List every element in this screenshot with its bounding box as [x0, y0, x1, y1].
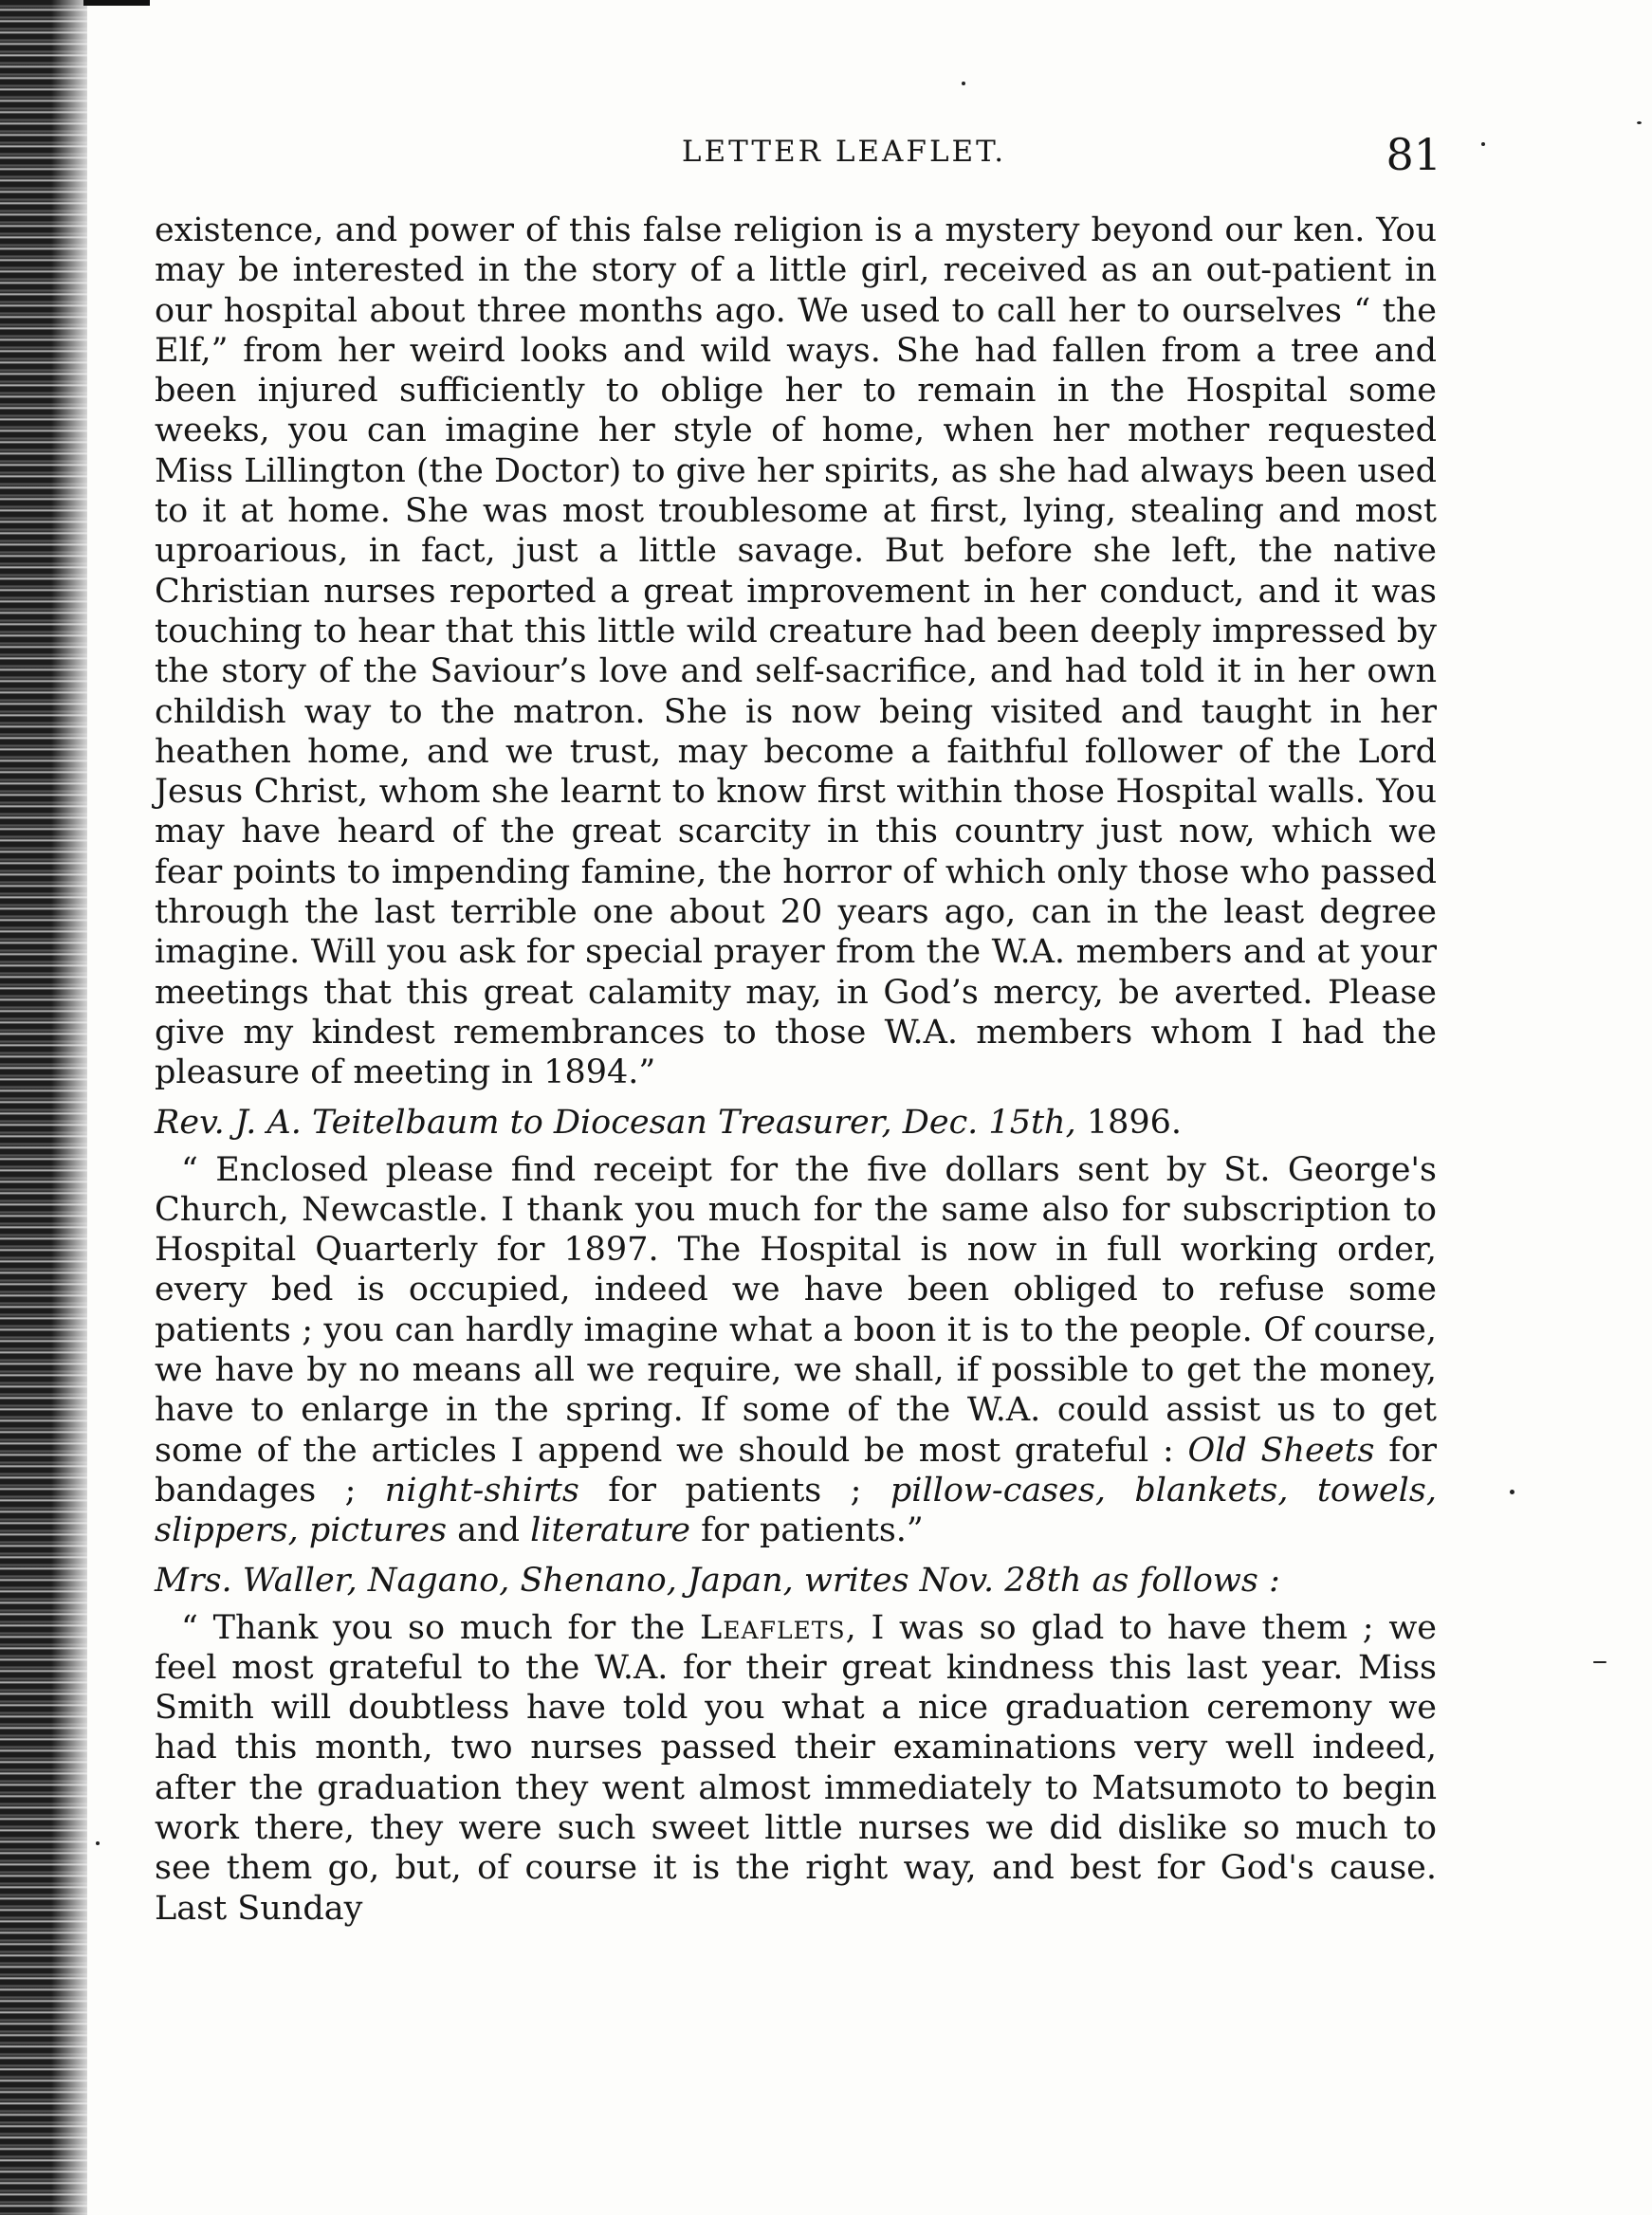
print-speck — [962, 82, 965, 85]
letter-heading-teitelbaum — [155, 1103, 1437, 1143]
item-literature: literature — [530, 1511, 690, 1550]
print-speck — [1593, 1661, 1606, 1663]
leaflets-word: Leaflets — [700, 1608, 846, 1647]
item-list: pillow-cases, blankets, towels, slippers, pictures — [155, 1471, 1437, 1550]
heading-text: Rev. J. A. Teitelbaum to Diocesan Treasurer, Dec. 15th, — [155, 1103, 1076, 1142]
paragraph-text: , I was so glad to have them ; we feel most grateful to the W.A. for their great kindness this last year. Miss Smith will doubtless have told you what a nice graduation ceremony we had this month, two nurses passed their examinations very well indeed, after the graduation they went almost immediately to Matsumoto to begin work there, they were such sweet little nurses we did dislike so much to see them go, but, of course it is the right way, and best for God's cause. Last Sunday — [155, 1608, 1437, 1928]
paragraph-text: for patients ; — [608, 1471, 862, 1510]
letter-continuation-paragraph: existence, and power of this false religion is a mystery beyond our ken. You may be interested in the story of a little girl, received as an out-patient in our hospital about three months ago. We used to call her to ourselves “ the Elf,” from her weird looks and wild ways. She had fallen from a tree and been injured sufficiently to oblige her to remain in the Hospital some weeks, you can imagine her style of home, when her mother requested Miss Lillington (the Doctor) to give her spirits, as she had always been used to it at home. She was most troublesome at first, lying, stealing and most uproarious, in fact, just a little savage. But before she left, the native Christian nurses reported a great improvement in her conduct, and it was touching to hear that this little wild creature had been deeply impressed by the story of the Saviour’s love and self-sacrifice, and had told it in her own childish way to the matron. She is now being visited and taught in her heathen home, and we trust, may become a faithful follower of the Lord Jesus Christ, whom she learnt to know first within those Hospital walls. You may have heard of the great scarcity in this country just now, which we fear points to impending famine, the horror of which only those who passed through the last terrible one about 20 years ago, can in the least degree imagine. Will you ask for special prayer from the W.A. members and at your meetings that this great calamity may, in God’s mercy, be averted. Please give my kindest remembrances to those W.A. members whom I had the pleasure of meeting in 1894.” — [155, 211, 1437, 1092]
paragraph-text: and — [457, 1511, 520, 1550]
item-night-shirts: night-shirts — [384, 1471, 579, 1510]
print-speck — [96, 1841, 100, 1845]
letter-heading-waller: Mrs. Waller, Nagano, Shenano, Japan, writes Nov. 28th as follows : — [155, 1561, 1280, 1600]
paragraph-text: “ Enclosed please find receipt for the five dollars sent by St. George's Church, Newcastle. I thank you much for the same also for subscription to Hospital Quarterly for 1897. The Hospital is now in full working order, every bed is occupied, indeed we have been obliged to refuse some patients ; you can hardly imagine what a boon it is to the people. Of course, we have by no means all we require, we shall, if possible to get the money, have to enlarge in the spring. If some of the W.A. could assist us to get some of the articles I append we should be most grateful : — [155, 1150, 1437, 1470]
running-head: LETTER LEAFLET. — [681, 135, 1007, 169]
letter-paragraph-teitelbaum — [155, 1150, 1437, 1551]
heading-year: 1896. — [1086, 1103, 1183, 1142]
page-header — [152, 129, 1441, 195]
binding-edge-mark — [83, 0, 150, 6]
paragraph-text: “ Thank you so much for the — [181, 1608, 686, 1647]
item-old-sheets: Old Sheets — [1187, 1431, 1375, 1470]
print-speck — [1510, 1490, 1514, 1494]
binding-gutter — [0, 0, 87, 2215]
print-speck — [1637, 121, 1642, 124]
paragraph-text: for bandages ; — [155, 1431, 1438, 1510]
page-number: 81 — [1386, 129, 1441, 180]
paragraph-text: for patients.” — [701, 1511, 924, 1550]
page-body — [155, 211, 1437, 1929]
letter-paragraph-waller — [155, 1608, 1437, 1929]
print-speck — [1481, 142, 1485, 146]
